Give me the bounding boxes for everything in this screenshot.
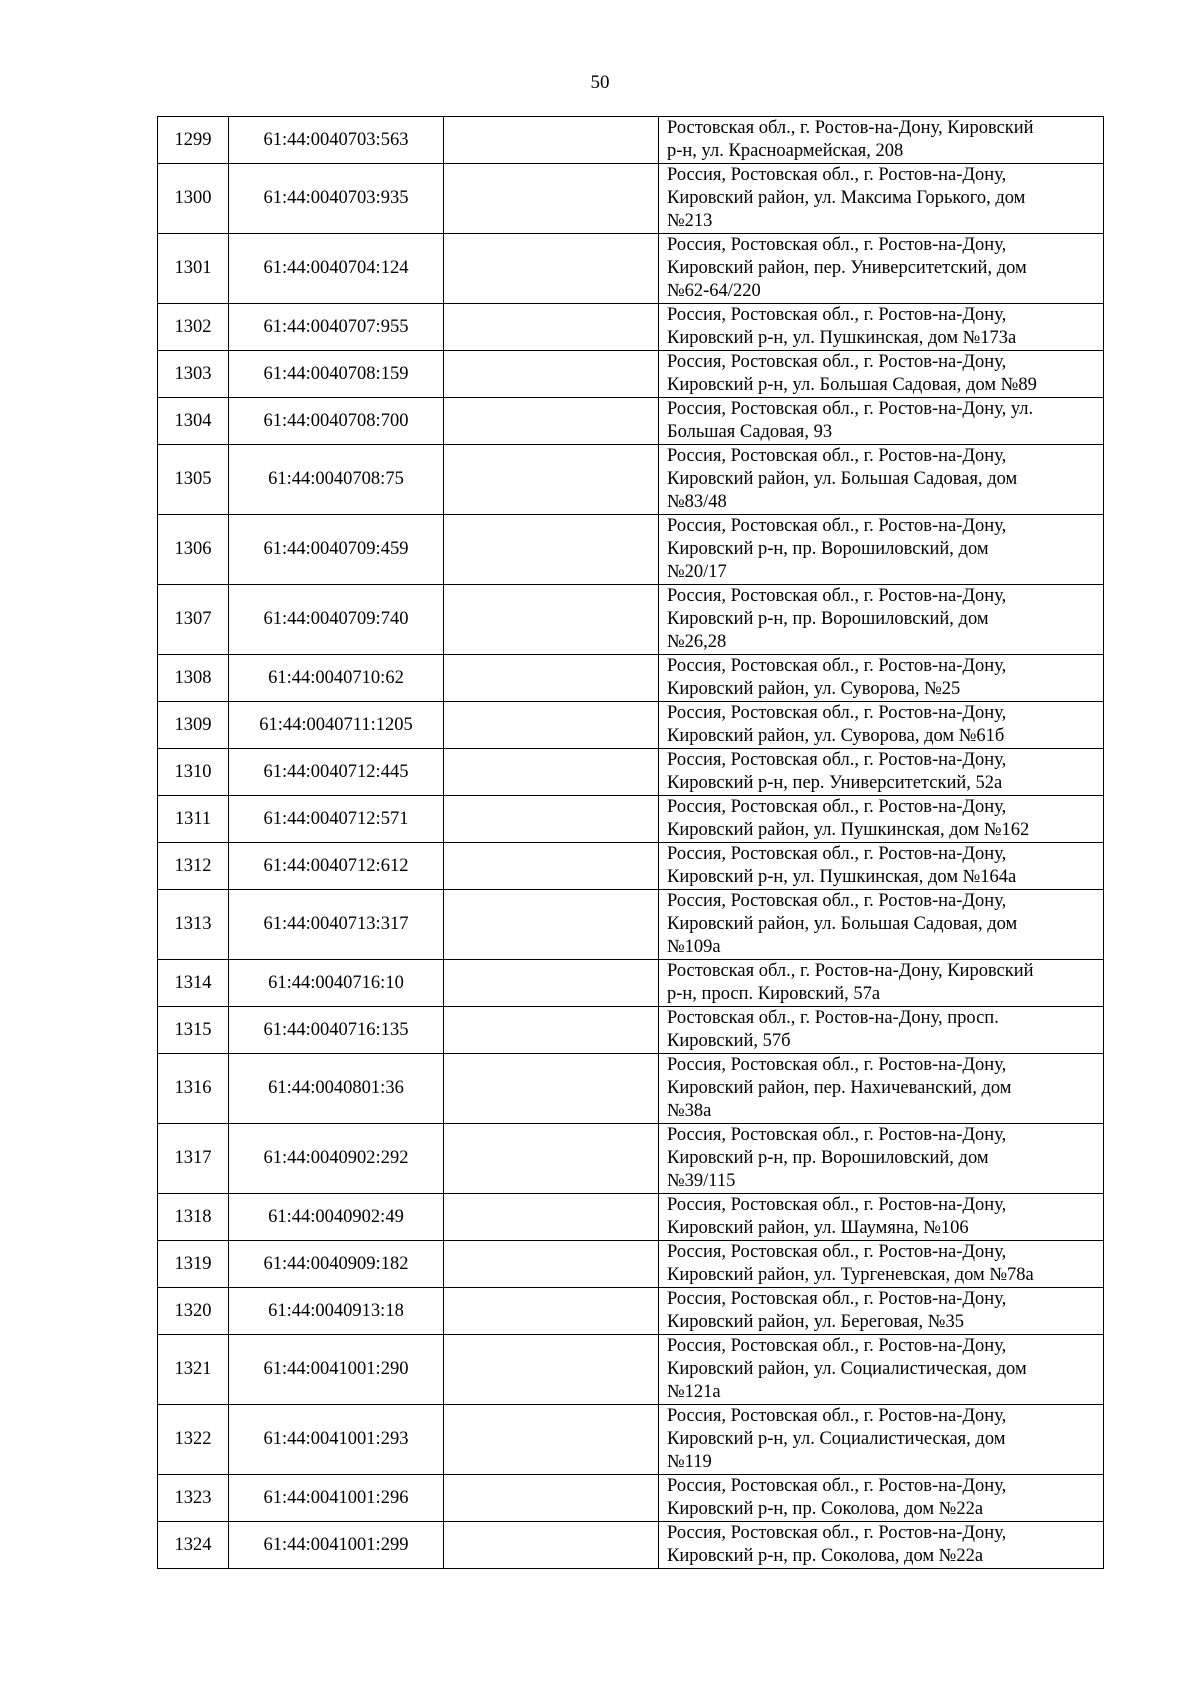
address-line: Россия, Ростовская обл., г. Ростов-на-Дону, bbox=[667, 352, 1007, 372]
address-line: Кировский район, ул. Пушкинская, дом №162 bbox=[667, 820, 1030, 840]
empty-cell bbox=[444, 1335, 659, 1405]
row-number-cell: 1317 bbox=[158, 1124, 229, 1194]
cadastral-number-cell: 61:44:0040710:62 bbox=[229, 655, 444, 702]
row-number-cell: 1314 bbox=[158, 960, 229, 1007]
empty-cell bbox=[444, 164, 659, 234]
address-cell bbox=[659, 1241, 1104, 1288]
address-cell bbox=[659, 585, 1104, 655]
table-row bbox=[158, 960, 1104, 1007]
cadastral-number-cell: 61:44:0040707:955 bbox=[229, 304, 444, 351]
address-line: №39/115 bbox=[667, 1171, 736, 1191]
address-line: №38а bbox=[667, 1101, 712, 1121]
address-cell bbox=[659, 749, 1104, 796]
table-row bbox=[158, 117, 1104, 164]
address-cell bbox=[659, 117, 1104, 164]
address-line: Кировский р-н, пер. Университетский, 52а bbox=[667, 773, 1003, 793]
address-cell bbox=[659, 960, 1104, 1007]
address-line: Кировский р-н, пр. Соколова, дом №22а bbox=[667, 1546, 984, 1566]
table-row bbox=[158, 1054, 1104, 1124]
row-number-cell: 1305 bbox=[158, 445, 229, 515]
address-line: Россия, Ростовская обл., г. Ростов-на-Дону, bbox=[667, 586, 1007, 606]
empty-cell bbox=[444, 1241, 659, 1288]
empty-cell bbox=[444, 1194, 659, 1241]
address-line: Россия, Ростовская обл., г. Ростов-на-Дону, bbox=[667, 1523, 1007, 1543]
empty-cell bbox=[444, 304, 659, 351]
register-table bbox=[157, 116, 1104, 1569]
cadastral-number-cell: 61:44:0040712:612 bbox=[229, 843, 444, 890]
address-line: Россия, Ростовская обл., г. Ростов-на-Дону, bbox=[667, 1125, 1007, 1145]
cadastral-number-cell: 61:44:0040709:459 bbox=[229, 515, 444, 585]
cadastral-number-cell: 61:44:0040708:700 bbox=[229, 398, 444, 445]
address-line: Россия, Ростовская обл., г. Ростов-на-Дону, bbox=[667, 305, 1007, 325]
table-row bbox=[158, 1124, 1104, 1194]
empty-cell bbox=[444, 445, 659, 515]
address-cell bbox=[659, 796, 1104, 843]
address-line: Кировский р-н, пр. Ворошиловский, дом bbox=[667, 609, 989, 629]
address-cell bbox=[659, 351, 1104, 398]
address-line: Кировский район, ул. Береговая, №35 bbox=[667, 1312, 964, 1332]
table-row bbox=[158, 1475, 1104, 1522]
address-line: Кировский р-н, ул. Пушкинская, дом №173а bbox=[667, 328, 1017, 348]
address-line: р-н, ул. Красноармейская, 208 bbox=[667, 141, 904, 161]
table-row bbox=[158, 351, 1104, 398]
empty-cell bbox=[444, 1007, 659, 1054]
address-line: Кировский р-н, пр. Соколова, дом №22а bbox=[667, 1499, 984, 1519]
row-number-cell: 1303 bbox=[158, 351, 229, 398]
empty-cell bbox=[444, 702, 659, 749]
empty-cell bbox=[444, 1124, 659, 1194]
table-row bbox=[158, 585, 1104, 655]
address-line: Россия, Ростовская обл., г. Ростов-на-Дону, bbox=[667, 1195, 1007, 1215]
table-row bbox=[158, 445, 1104, 515]
row-number-cell: 1309 bbox=[158, 702, 229, 749]
address-line: Кировский район, ул. Шаумяна, №106 bbox=[667, 1218, 969, 1238]
row-number-cell: 1301 bbox=[158, 234, 229, 304]
empty-cell bbox=[444, 117, 659, 164]
row-number-cell: 1311 bbox=[158, 796, 229, 843]
table-row bbox=[158, 398, 1104, 445]
empty-cell bbox=[444, 585, 659, 655]
row-number-cell: 1319 bbox=[158, 1241, 229, 1288]
cadastral-number-cell: 61:44:0040703:563 bbox=[229, 117, 444, 164]
address-line: Большая Садовая, 93 bbox=[667, 422, 833, 442]
row-number-cell: 1306 bbox=[158, 515, 229, 585]
page-number: 50 bbox=[590, 72, 610, 93]
row-number-cell: 1308 bbox=[158, 655, 229, 702]
cadastral-number-cell: 61:44:0040902:49 bbox=[229, 1194, 444, 1241]
address-cell bbox=[659, 1475, 1104, 1522]
address-line: Россия, Ростовская обл., г. Ростов-на-Дону, bbox=[667, 1242, 1007, 1262]
cadastral-number-cell: 61:44:0041001:299 bbox=[229, 1522, 444, 1569]
address-cell bbox=[659, 1054, 1104, 1124]
address-cell bbox=[659, 702, 1104, 749]
address-line: Россия, Ростовская обл., г. Ростов-на-Дону, bbox=[667, 797, 1007, 817]
address-line: Россия, Ростовская обл., г. Ростов-на-Дону, bbox=[667, 1406, 1007, 1426]
address-line: №119 bbox=[667, 1452, 712, 1472]
table-row bbox=[158, 304, 1104, 351]
row-number-cell: 1310 bbox=[158, 749, 229, 796]
table-row bbox=[158, 1405, 1104, 1475]
table-row bbox=[158, 1241, 1104, 1288]
address-cell bbox=[659, 515, 1104, 585]
cadastral-number-cell: 61:44:0041001:293 bbox=[229, 1405, 444, 1475]
table-row bbox=[158, 164, 1104, 234]
address-line: №109а bbox=[667, 937, 721, 957]
empty-cell bbox=[444, 398, 659, 445]
address-cell bbox=[659, 1522, 1104, 1569]
row-number-cell: 1315 bbox=[158, 1007, 229, 1054]
address-line: р-н, просп. Кировский, 57а bbox=[667, 984, 881, 1004]
cadastral-number-cell: 61:44:0040712:571 bbox=[229, 796, 444, 843]
address-line: Россия, Ростовская обл., г. Ростов-на-Дону, bbox=[667, 1336, 1007, 1356]
address-line: Кировский район, ул. Максима Горького, дом bbox=[667, 188, 1026, 208]
address-line: Россия, Ростовская обл., г. Ростов-на-Дону, ул. bbox=[667, 399, 1034, 419]
cadastral-number-cell: 61:44:0040716:10 bbox=[229, 960, 444, 1007]
address-line: Россия, Ростовская обл., г. Ростов-на-Дону, bbox=[667, 1476, 1007, 1496]
table-row bbox=[158, 1288, 1104, 1335]
address-line: Россия, Ростовская обл., г. Ростов-на-Дону, bbox=[667, 165, 1007, 185]
table-body bbox=[158, 117, 1104, 1569]
row-number-cell: 1302 bbox=[158, 304, 229, 351]
address-cell bbox=[659, 843, 1104, 890]
row-number-cell: 1321 bbox=[158, 1335, 229, 1405]
address-cell bbox=[659, 1194, 1104, 1241]
address-line: Кировский р-н, ул. Социалистическая, дом bbox=[667, 1429, 1006, 1449]
table-row bbox=[158, 796, 1104, 843]
cadastral-number-cell: 61:44:0040709:740 bbox=[229, 585, 444, 655]
address-cell bbox=[659, 1405, 1104, 1475]
address-line: Кировский р-н, пр. Ворошиловский, дом bbox=[667, 1148, 989, 1168]
address-line: Кировский район, ул. Суворова, №25 bbox=[667, 679, 961, 699]
cadastral-number-cell: 61:44:0040716:135 bbox=[229, 1007, 444, 1054]
cadastral-number-cell: 61:44:0040909:182 bbox=[229, 1241, 444, 1288]
empty-cell bbox=[444, 1054, 659, 1124]
table-row bbox=[158, 515, 1104, 585]
cadastral-number-cell: 61:44:0041001:290 bbox=[229, 1335, 444, 1405]
row-number-cell: 1312 bbox=[158, 843, 229, 890]
cadastral-number-cell: 61:44:0040704:124 bbox=[229, 234, 444, 304]
address-cell bbox=[659, 890, 1104, 960]
address-line: Кировский район, пер. Нахичеванский, дом bbox=[667, 1078, 1012, 1098]
empty-cell bbox=[444, 1522, 659, 1569]
address-line: №62-64/220 bbox=[667, 281, 761, 301]
address-line: Россия, Ростовская обл., г. Ростов-на-Дону, bbox=[667, 750, 1007, 770]
address-line: Россия, Ростовская обл., г. Ростов-на-Дону, bbox=[667, 1289, 1007, 1309]
address-line: Кировский район, ул. Большая Садовая, дом bbox=[667, 469, 1018, 489]
table-row bbox=[158, 749, 1104, 796]
address-line: Ростовская обл., г. Ростов-на-Дону, просп. bbox=[667, 1008, 999, 1028]
empty-cell bbox=[444, 515, 659, 585]
address-line: Кировский, 57б bbox=[667, 1031, 791, 1051]
address-cell bbox=[659, 164, 1104, 234]
table-row bbox=[158, 234, 1104, 304]
address-line: №121а bbox=[667, 1382, 721, 1402]
table-row bbox=[158, 1335, 1104, 1405]
address-line: Россия, Ростовская обл., г. Ростов-на-Дону, bbox=[667, 1055, 1007, 1075]
address-line: Россия, Ростовская обл., г. Ростов-на-Дону, bbox=[667, 891, 1007, 911]
table-row bbox=[158, 655, 1104, 702]
cadastral-number-cell: 61:44:0040711:1205 bbox=[229, 702, 444, 749]
address-cell bbox=[659, 1335, 1104, 1405]
empty-cell bbox=[444, 351, 659, 398]
table-row bbox=[158, 1522, 1104, 1569]
address-line: №83/48 bbox=[667, 492, 727, 512]
empty-cell bbox=[444, 749, 659, 796]
address-cell bbox=[659, 304, 1104, 351]
address-line: Кировский район, ул. Суворова, дом №61б bbox=[667, 726, 1005, 746]
row-number-cell: 1300 bbox=[158, 164, 229, 234]
address-line: Кировский район, ул. Тургеневская, дом №78а bbox=[667, 1265, 1034, 1285]
row-number-cell: 1320 bbox=[158, 1288, 229, 1335]
table-row bbox=[158, 890, 1104, 960]
address-cell bbox=[659, 1288, 1104, 1335]
address-line: Кировский р-н, пр. Ворошиловский, дом bbox=[667, 539, 989, 559]
address-cell bbox=[659, 398, 1104, 445]
cadastral-number-cell: 61:44:0040902:292 bbox=[229, 1124, 444, 1194]
empty-cell bbox=[444, 1405, 659, 1475]
address-line: Кировский район, ул. Социалистическая, дом bbox=[667, 1359, 1027, 1379]
address-line: Ростовская обл., г. Ростов-на-Дону, Кировский bbox=[667, 961, 1034, 981]
address-line: Кировский район, пер. Университетский, дом bbox=[667, 258, 1027, 278]
address-line: Россия, Ростовская обл., г. Ростов-на-Дону, bbox=[667, 656, 1007, 676]
row-number-cell: 1322 bbox=[158, 1405, 229, 1475]
cadastral-number-cell: 61:44:0040801:36 bbox=[229, 1054, 444, 1124]
cadastral-number-cell: 61:44:0040712:445 bbox=[229, 749, 444, 796]
address-line: №26,28 bbox=[667, 632, 727, 652]
address-line: Россия, Ростовская обл., г. Ростов-на-Дону, bbox=[667, 703, 1007, 723]
row-number-cell: 1307 bbox=[158, 585, 229, 655]
address-line: Россия, Ростовская обл., г. Ростов-на-Дону, bbox=[667, 516, 1007, 536]
row-number-cell: 1324 bbox=[158, 1522, 229, 1569]
empty-cell bbox=[444, 234, 659, 304]
address-line: №20/17 bbox=[667, 562, 727, 582]
address-line: Ростовская обл., г. Ростов-на-Дону, Кировский bbox=[667, 118, 1034, 138]
empty-cell bbox=[444, 960, 659, 1007]
empty-cell bbox=[444, 655, 659, 702]
cadastral-number-cell: 61:44:0040708:75 bbox=[229, 445, 444, 515]
address-line: Россия, Ростовская обл., г. Ростов-на-Дону, bbox=[667, 235, 1007, 255]
address-line: Россия, Ростовская обл., г. Ростов-на-Дону, bbox=[667, 844, 1007, 864]
empty-cell bbox=[444, 890, 659, 960]
address-cell bbox=[659, 655, 1104, 702]
row-number-cell: 1313 bbox=[158, 890, 229, 960]
empty-cell bbox=[444, 1288, 659, 1335]
table-row bbox=[158, 702, 1104, 749]
row-number-cell: 1304 bbox=[158, 398, 229, 445]
address-cell bbox=[659, 445, 1104, 515]
address-line: Кировский р-н, ул. Пушкинская, дом №164а bbox=[667, 867, 1017, 887]
cadastral-number-cell: 61:44:0041001:296 bbox=[229, 1475, 444, 1522]
row-number-cell: 1318 bbox=[158, 1194, 229, 1241]
row-number-cell: 1316 bbox=[158, 1054, 229, 1124]
address-line: Кировский район, ул. Большая Садовая, дом bbox=[667, 914, 1018, 934]
address-cell bbox=[659, 1007, 1104, 1054]
address-cell bbox=[659, 1124, 1104, 1194]
table-row bbox=[158, 1007, 1104, 1054]
cadastral-number-cell: 61:44:0040708:159 bbox=[229, 351, 444, 398]
cadastral-number-cell: 61:44:0040713:317 bbox=[229, 890, 444, 960]
table-row bbox=[158, 843, 1104, 890]
cadastral-number-cell: 61:44:0040913:18 bbox=[229, 1288, 444, 1335]
cadastral-number-cell: 61:44:0040703:935 bbox=[229, 164, 444, 234]
address-cell bbox=[659, 234, 1104, 304]
address-line: Россия, Ростовская обл., г. Ростов-на-Дону, bbox=[667, 446, 1007, 466]
row-number-cell: 1299 bbox=[158, 117, 229, 164]
empty-cell bbox=[444, 796, 659, 843]
table-row bbox=[158, 1194, 1104, 1241]
empty-cell bbox=[444, 1475, 659, 1522]
address-line: Кировский р-н, ул. Большая Садовая, дом №89 bbox=[667, 375, 1037, 395]
empty-cell bbox=[444, 843, 659, 890]
row-number-cell: 1323 bbox=[158, 1475, 229, 1522]
address-line: №213 bbox=[667, 211, 713, 231]
